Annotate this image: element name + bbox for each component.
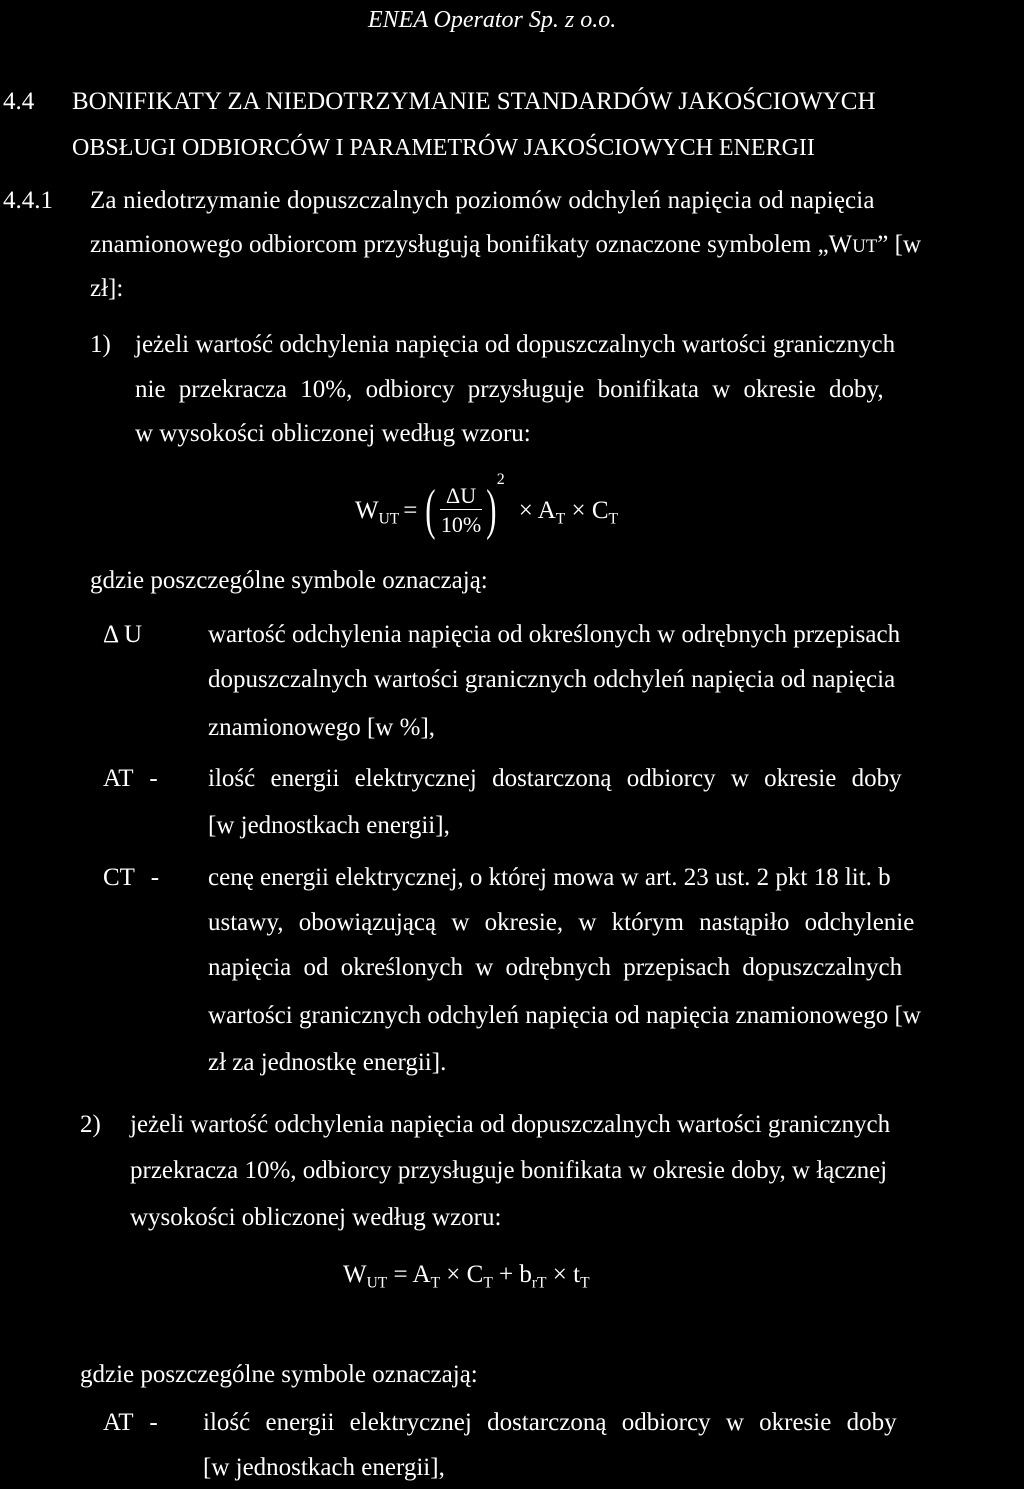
formula-1-left-paren: ( (425, 479, 436, 541)
formula-1-right-paren: ) (486, 479, 497, 541)
def-at-line-2: [w jednostkach energii], (208, 812, 450, 839)
symbols-header-1: gdzie poszczególne symbole oznaczają: (90, 567, 488, 594)
formula-1-fraction (440, 482, 482, 537)
def2-at-label: AT - (103, 1409, 158, 1436)
item-2-line-3: wysokości obliczonej według wzoru: (130, 1204, 502, 1231)
def-ct-line-5: zł za jednostkę energii]. (208, 1049, 447, 1076)
def-ct-line-4: wartości granicznych odchyleń napięcia od napięcia znamionowego [w (208, 1002, 921, 1029)
subsection-line-1: Za niedotrzymanie dopuszczalnych poziomów odchyleń napięcia od napięcia (90, 187, 875, 214)
item-1-line-3: w wysokości obliczonej według wzoru: (135, 420, 531, 447)
symbols-header-2: gdzie poszczególne symbole oznaczają: (80, 1361, 478, 1388)
formula-2: $W_{UT} = A_T \times C_T + b_{rT} \times t_T$ (343, 1261, 590, 1292)
company-header: ENEA Operator Sp. z o.o. (368, 7, 617, 33)
item-1-line-1: jeżeli wartość odchylenia napięcia od dopuszczalnych wartości granicznych (135, 331, 896, 358)
item-2-marker: 2) (80, 1111, 101, 1138)
def2-at-line-2: [w jednostkach energii], (203, 1454, 445, 1481)
section-title-line-1 (72, 89, 1012, 114)
formula-1-eq: = (403, 496, 418, 524)
item-2-line-2: przekracza 10%, odbiorcy przysługuje bonifikata w okresie doby, w łącznej (130, 1157, 888, 1184)
section-number: 4.4 (3, 88, 35, 115)
formula-1-exponent: 2 (496, 471, 505, 488)
def-ct-line-1: cenę energii elektrycznej, o której mowa w art. 23 ust. 2 pkt 18 lit. b (208, 864, 891, 891)
item-1-marker: 1) (90, 331, 111, 358)
formula-1 (355, 470, 618, 550)
section-title-line-2: OBSŁUGI ODBIORCÓW I PARAMETRÓW JAKOŚCIOWYCH ENERGII (72, 135, 815, 161)
def-du-label: Δ U (103, 621, 143, 648)
item-2-line-1: jeżeli wartość odchylenia napięcia od dopuszczalnych wartości granicznych (130, 1111, 891, 1138)
def-at-label: AT - (103, 765, 158, 792)
item-1-line-2: nie przekracza 10%, odbiorcy przysługuje bonifikata w okresie doby, (135, 376, 884, 403)
def-du-line-3: znamionowego [w %], (208, 714, 436, 741)
def-ct-line-3: napięcia od określonych w odrębnych przepisach dopuszczalnych (208, 954, 903, 981)
formula-1-lhs: $W_{UT}$ (355, 496, 400, 527)
formula-1-rest: × $A_T \times C_T$ (518, 496, 618, 527)
def-ct-line-2: ustawy, obowiązującą w okresie, w którym nastąpiło odchylenie (208, 909, 915, 936)
def-du-line-2: dopuszczalnych wartości granicznych odchyleń napięcia od napięcia (208, 666, 896, 693)
def-at-line-1: ilość energii elektrycznej dostarczoną odbiorcy w okresie doby (208, 765, 902, 792)
def-ct-label: CT - (103, 864, 160, 891)
def-du-line-1: wartość odchylenia napięcia od określonych w odrębnych przepisach (208, 621, 901, 648)
formula-1-numerator: ΔU (440, 485, 482, 510)
section-title-text-1: BONIFIKATY ZA NIEDOTRZYMANIE STANDARDÓW JAKOŚCIOWYCH (72, 88, 876, 115)
subsection-number: 4.4.1 (3, 187, 53, 214)
subsection-line-2 (90, 232, 921, 257)
subsection-line-2-sub: UT (852, 236, 878, 257)
subsection-line-3: zł]: (90, 275, 124, 302)
formula-1-denominator: 10% (440, 511, 482, 537)
subsection-line-2-end: ” [w (877, 231, 922, 258)
subsection-line-2-text: znamionowego odbiorcom przysługują bonifikaty oznaczone symbolem „W (90, 231, 853, 258)
def2-at-line-1: ilość energii elektrycznej dostarczoną odbiorcy w okresie doby (203, 1409, 897, 1436)
